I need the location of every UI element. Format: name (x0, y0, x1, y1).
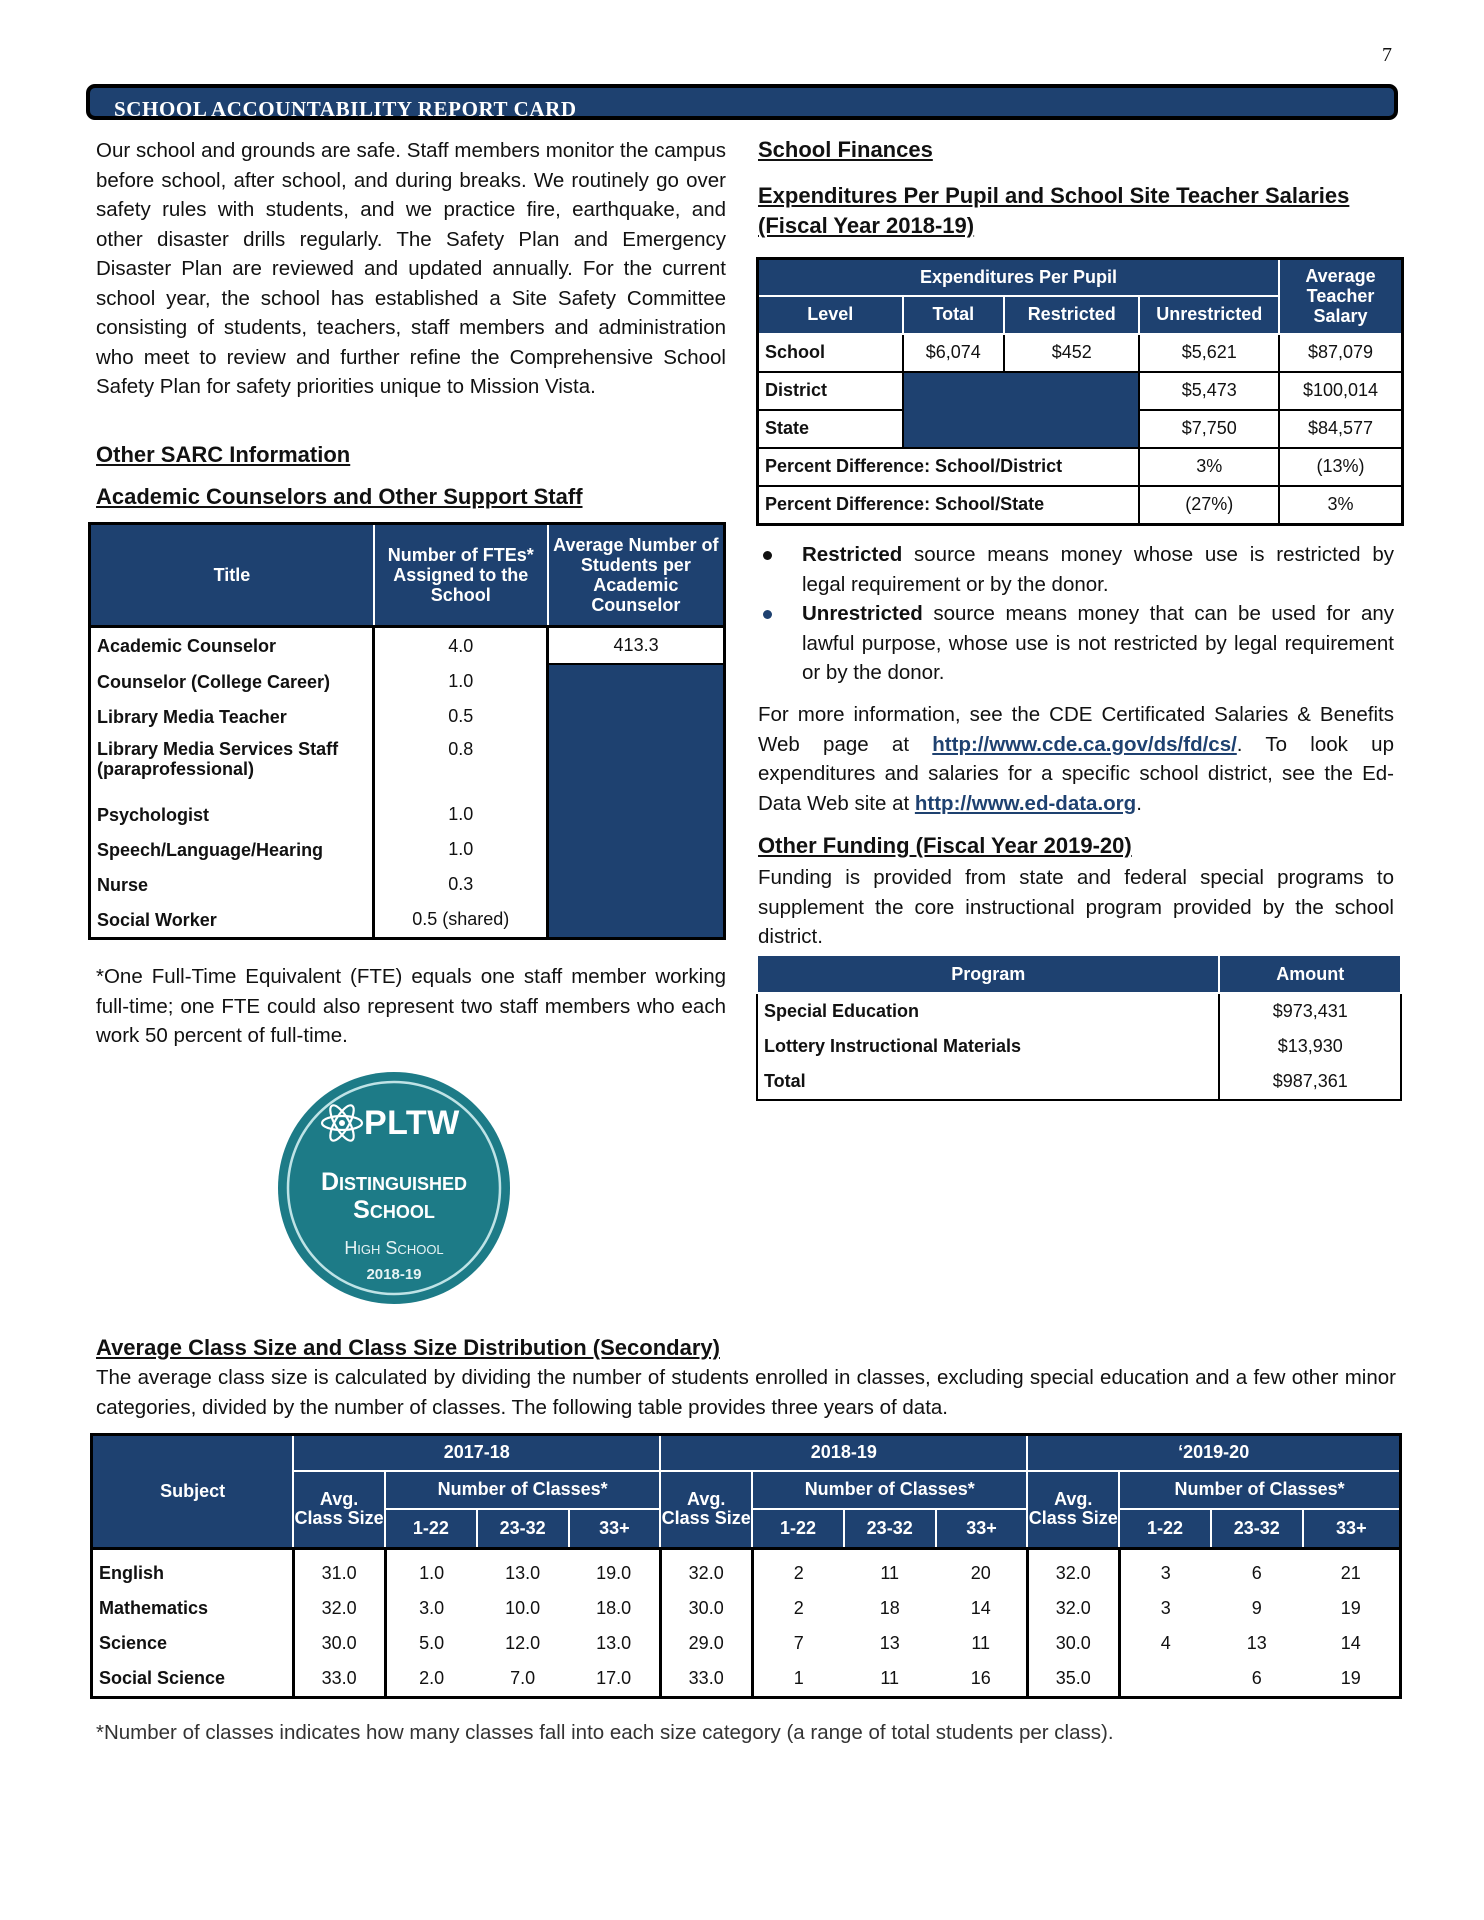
avg-class-size-header: Avg. Class Size (293, 1471, 385, 1549)
pd-state-unrestricted: (27%) (1139, 486, 1279, 525)
row-title: Counselor (College Career) (90, 664, 374, 699)
row-title: Academic Counselor (90, 627, 374, 665)
counselors-heading: Academic Counselors and Other Support Staff (96, 484, 583, 509)
row-fte: 1.0 (374, 797, 548, 832)
num-classes-cell: 3.0 (419, 1598, 445, 1618)
avg-class-size-cell: 32.0 (1027, 1549, 1119, 1592)
row-fte: 0.3 (374, 867, 548, 902)
num-classes-cell: 1.0 (419, 1563, 445, 1583)
shaded-cell (548, 664, 725, 939)
row-fte: 4.0 (374, 627, 548, 665)
table-row (757, 993, 1401, 1029)
bullet-icon (763, 610, 772, 619)
pd-district-unrestricted: 3% (1139, 448, 1279, 486)
num-classes-cell: 7 (793, 1633, 804, 1653)
num-classes-cell: 16 (970, 1668, 991, 1688)
expenditures-heading: Expenditures Per Pupil and School Site Teacher Salaries (Fiscal Year 2018-19) (758, 183, 1350, 238)
pltw-badge (276, 1070, 512, 1306)
col-header-unrestricted: Unrestricted (1139, 296, 1279, 334)
definition-unrestricted: source means money that can be used for any lawful purpose, whose use is not restricted by legal requirement or by the donor. (802, 602, 1394, 684)
more-info-text: For more information, see the CDE Certificated Salaries & Benefits Web page at (758, 703, 1394, 756)
table-row (92, 1591, 1401, 1626)
table-row (757, 1064, 1401, 1100)
definition-restricted: source means money whose use is restricted by legal requirement or by the donor. (802, 543, 1394, 596)
table-row (92, 1549, 1401, 1592)
program-name: Lottery Instructional Materials (757, 1029, 1219, 1064)
badge-line2: School (353, 1196, 435, 1224)
avg-class-size-header: Avg. Class Size (660, 1471, 752, 1549)
avg-class-size-cell: 29.0 (660, 1626, 752, 1661)
badge-brand: PLTW (364, 1104, 460, 1142)
table-row (92, 1626, 1401, 1661)
row-fte: 1.0 (374, 664, 548, 699)
num-classes-cell: 1 (793, 1668, 804, 1688)
expenditures-table (756, 257, 1404, 526)
list-item (758, 599, 1394, 688)
other-funding-heading: Other Funding (Fiscal Year 2019-20) (758, 833, 1132, 858)
report-banner: SCHOOL ACCOUNTABILITY REPORT CARD (86, 84, 1398, 120)
badge-line1: Distinguished (320, 1168, 468, 1196)
avg-class-size-cell: 35.0 (1027, 1661, 1119, 1698)
num-classes-cell: 19 (1340, 1598, 1361, 1618)
definitions-list (758, 540, 1394, 688)
num-classes-header: Number of Classes* (752, 1471, 1027, 1509)
more-info-paragraph (758, 700, 1394, 818)
range-header: 1-22 (385, 1509, 477, 1549)
num-classes-cell: 4 (1160, 1633, 1171, 1653)
avg-class-size-cell: 31.0 (293, 1549, 385, 1592)
badge-line3: High School (344, 1238, 444, 1258)
year-header: 2017-18 (293, 1435, 660, 1471)
table-row (758, 486, 1403, 525)
table-row (758, 372, 1403, 410)
row-title: Nurse (90, 867, 374, 902)
class-size-footnote: *Number of classes indicates how many classes fall into each size category (a range of total students per class). (96, 1721, 1114, 1744)
num-classes-cell: 17.0 (596, 1668, 632, 1688)
avg-class-size-cell: 32.0 (660, 1549, 752, 1592)
num-classes-cell: 3 (1160, 1563, 1171, 1583)
expenditures-group-header: Expenditures Per Pupil (758, 259, 1280, 296)
subject-name: Science (92, 1626, 294, 1661)
term-unrestricted: Unrestricted (802, 602, 923, 625)
row-fte: 1.0 (374, 832, 548, 867)
table-row (90, 627, 725, 665)
counselors-table (88, 522, 726, 940)
num-classes-cell: 7.0 (510, 1668, 536, 1688)
level-state: State (758, 410, 903, 448)
pd-state-label: Percent Difference: School/State (758, 486, 1140, 525)
table-row (758, 448, 1403, 486)
bullet-icon (763, 551, 772, 560)
school-restricted: $452 (1004, 334, 1139, 372)
program-amount: $987,361 (1272, 1071, 1348, 1091)
school-total: $6,074 (903, 334, 1004, 372)
level-school: School (758, 334, 903, 372)
school-salary: $87,079 (1279, 334, 1402, 372)
class-size-intro: The average class size is calculated by dividing the number of students enrolled in classes, excluding special education and a few other minor categories, divided by the number of classes. The following table provides three years of data. (96, 1366, 1396, 1419)
row-fte: 0.5 (374, 699, 548, 734)
num-classes-cell: 19.0 (596, 1563, 632, 1583)
avg-class-size-cell: 32.0 (293, 1591, 385, 1626)
row-title: Library Media Services Staff (paraprofessional) (90, 734, 374, 797)
avg-class-size-cell: 33.0 (660, 1661, 752, 1698)
num-classes-cell: 13 (879, 1633, 900, 1653)
num-classes-cell: 18 (879, 1598, 900, 1618)
num-classes-cell: 11 (971, 1633, 991, 1653)
range-header: 23-32 (477, 1509, 569, 1549)
page-number: 7 (1382, 44, 1392, 66)
more-info-text: . To look up expenditures and salaries for a specific school district, see the Ed-Data Web site at (758, 732, 1394, 815)
year-header: 2018-19 (660, 1435, 1027, 1471)
avg-class-size-cell: 33.0 (293, 1661, 385, 1698)
num-classes-header: Number of Classes* (385, 1471, 660, 1509)
year-header: ‘2019-20 (1027, 1435, 1400, 1471)
fte-footnote: *One Full-Time Equivalent (FTE) equals one staff member working full-time; one FTE could also represent two staff members who each work 50 percent of full-time. (96, 965, 726, 1047)
num-classes-header: Number of Classes* (1119, 1471, 1400, 1509)
num-classes-cell: 12.0 (505, 1633, 541, 1653)
row-fte: 0.8 (374, 734, 548, 797)
row-title: Psychologist (90, 797, 374, 832)
safety-paragraph: Our school and grounds are safe. Staff members monitor the campus before school, after school, and during breaks. We routinely go over safety rules with students, and we practice fire, earthquake, and other disaster drills regularly. The Safety Plan and Emergency Disaster Plan are reviewed and updated annually. For the current school year, the school has established a Site Safety Committee consisting of students, teachers, staff members and administration who meet to review and further refine the Comprehensive School Safety Plan for safety priorities unique to Mission Vista. (96, 139, 726, 398)
state-salary: $84,577 (1279, 410, 1402, 448)
list-item (758, 540, 1394, 599)
badge-year: 2018-19 (366, 1266, 422, 1283)
col-header-restricted: Restricted (1004, 296, 1139, 334)
row-fte: 0.5 (shared) (374, 902, 548, 939)
num-classes-cell: 13.0 (596, 1633, 632, 1653)
col-header-amount: Amount (1219, 955, 1401, 993)
num-classes-cell: 19 (1340, 1668, 1361, 1688)
num-classes-cell: 18.0 (596, 1598, 632, 1618)
col-header-program: Program (757, 955, 1219, 993)
num-classes-cell: 14 (970, 1598, 991, 1618)
state-unrestricted: $7,750 (1139, 410, 1279, 448)
program-amount: $973,431 (1272, 1001, 1348, 1021)
subject-name: Mathematics (92, 1591, 294, 1626)
program-name: Total (757, 1064, 1219, 1100)
avg-class-size-cell: 30.0 (1027, 1626, 1119, 1661)
num-classes-cell: 2.0 (419, 1668, 445, 1688)
program-name: Special Education (757, 993, 1219, 1029)
district-unrestricted: $5,473 (1139, 372, 1279, 410)
num-classes-cell: 13 (1246, 1633, 1267, 1653)
num-classes-cell: 2 (793, 1563, 804, 1583)
num-classes-cell: 21 (1340, 1563, 1361, 1583)
teacher-salary-header: Average Teacher Salary (1279, 259, 1402, 334)
range-header: 33+ (569, 1509, 661, 1549)
range-header: 1-22 (752, 1509, 844, 1549)
table-row (757, 1029, 1401, 1064)
num-classes-cell: 11 (880, 1563, 900, 1583)
range-header: 33+ (936, 1509, 1028, 1549)
col-header-avg-students: Average Number of Students per Academic Counselor (548, 524, 725, 627)
avg-class-size-header: Avg. Class Size (1027, 1471, 1119, 1549)
term-restricted: Restricted (802, 543, 903, 566)
table-row (90, 664, 725, 699)
num-classes-cell: 14 (1340, 1633, 1361, 1653)
num-classes-cell: 2 (793, 1598, 804, 1618)
pd-district-label: Percent Difference: School/District (758, 448, 1140, 486)
row-title: Social Worker (90, 902, 374, 939)
pd-district-salary: (13%) (1279, 448, 1402, 486)
num-classes-cell: 6 (1251, 1668, 1262, 1688)
pd-state-salary: 3% (1279, 486, 1402, 525)
avg-class-size-cell: 32.0 (1027, 1591, 1119, 1626)
col-header-level: Level (758, 296, 903, 334)
table-row (758, 334, 1403, 372)
table-row (92, 1661, 1401, 1698)
more-info-text: . (1136, 791, 1142, 815)
class-size-heading: Average Class Size and Class Size Distribution (Secondary) (96, 1335, 720, 1360)
other-sarc-heading: Other SARC Information (96, 442, 351, 467)
range-header: 1-22 (1119, 1509, 1211, 1549)
subject-name: Social Science (92, 1661, 294, 1698)
num-classes-cell: 9 (1251, 1598, 1262, 1618)
school-unrestricted: $5,621 (1139, 334, 1279, 372)
col-header-subject: Subject (92, 1435, 294, 1549)
range-header: 33+ (1303, 1509, 1401, 1549)
num-classes-cell: 5.0 (419, 1633, 445, 1653)
row-title: Library Media Teacher (90, 699, 374, 734)
shaded-cell (903, 372, 1140, 448)
avg-class-size-cell: 30.0 (293, 1626, 385, 1661)
col-header-total: Total (903, 296, 1004, 334)
num-classes-cell: 11 (880, 1668, 900, 1688)
avg-class-size-cell: 30.0 (660, 1591, 752, 1626)
range-header: 23-32 (844, 1509, 936, 1549)
school-finances-heading: School Finances (758, 137, 933, 162)
subject-name: English (92, 1549, 294, 1592)
range-header: 23-32 (1211, 1509, 1303, 1549)
num-classes-cell: 3 (1160, 1598, 1171, 1618)
row-title: Speech/Language/Hearing (90, 832, 374, 867)
district-salary: $100,014 (1279, 372, 1402, 410)
num-classes-cell: 13.0 (505, 1563, 541, 1583)
other-funding-intro: Funding is provided from state and federal special programs to supplement the core instructional program provided by the school district. (758, 866, 1394, 948)
num-classes-cell: 20 (970, 1563, 991, 1583)
ed-data-link[interactable]: http://www.ed-data.org (914, 791, 1137, 815)
row-avg: 413.3 (548, 627, 725, 665)
col-header-title: Title (90, 524, 374, 627)
level-district: District (758, 372, 903, 410)
class-size-table (90, 1433, 1402, 1699)
num-classes-cell: 6 (1251, 1563, 1262, 1583)
col-header-fte: Number of FTEs* Assigned to the School (374, 524, 548, 627)
funding-table (756, 954, 1402, 1101)
num-classes-cell (1119, 1661, 1211, 1698)
program-amount: $13,930 (1277, 1036, 1343, 1056)
num-classes-cell: 10.0 (505, 1598, 541, 1618)
cde-link[interactable]: http://www.cde.ca.gov/ds/fd/cs/ (932, 732, 1237, 756)
